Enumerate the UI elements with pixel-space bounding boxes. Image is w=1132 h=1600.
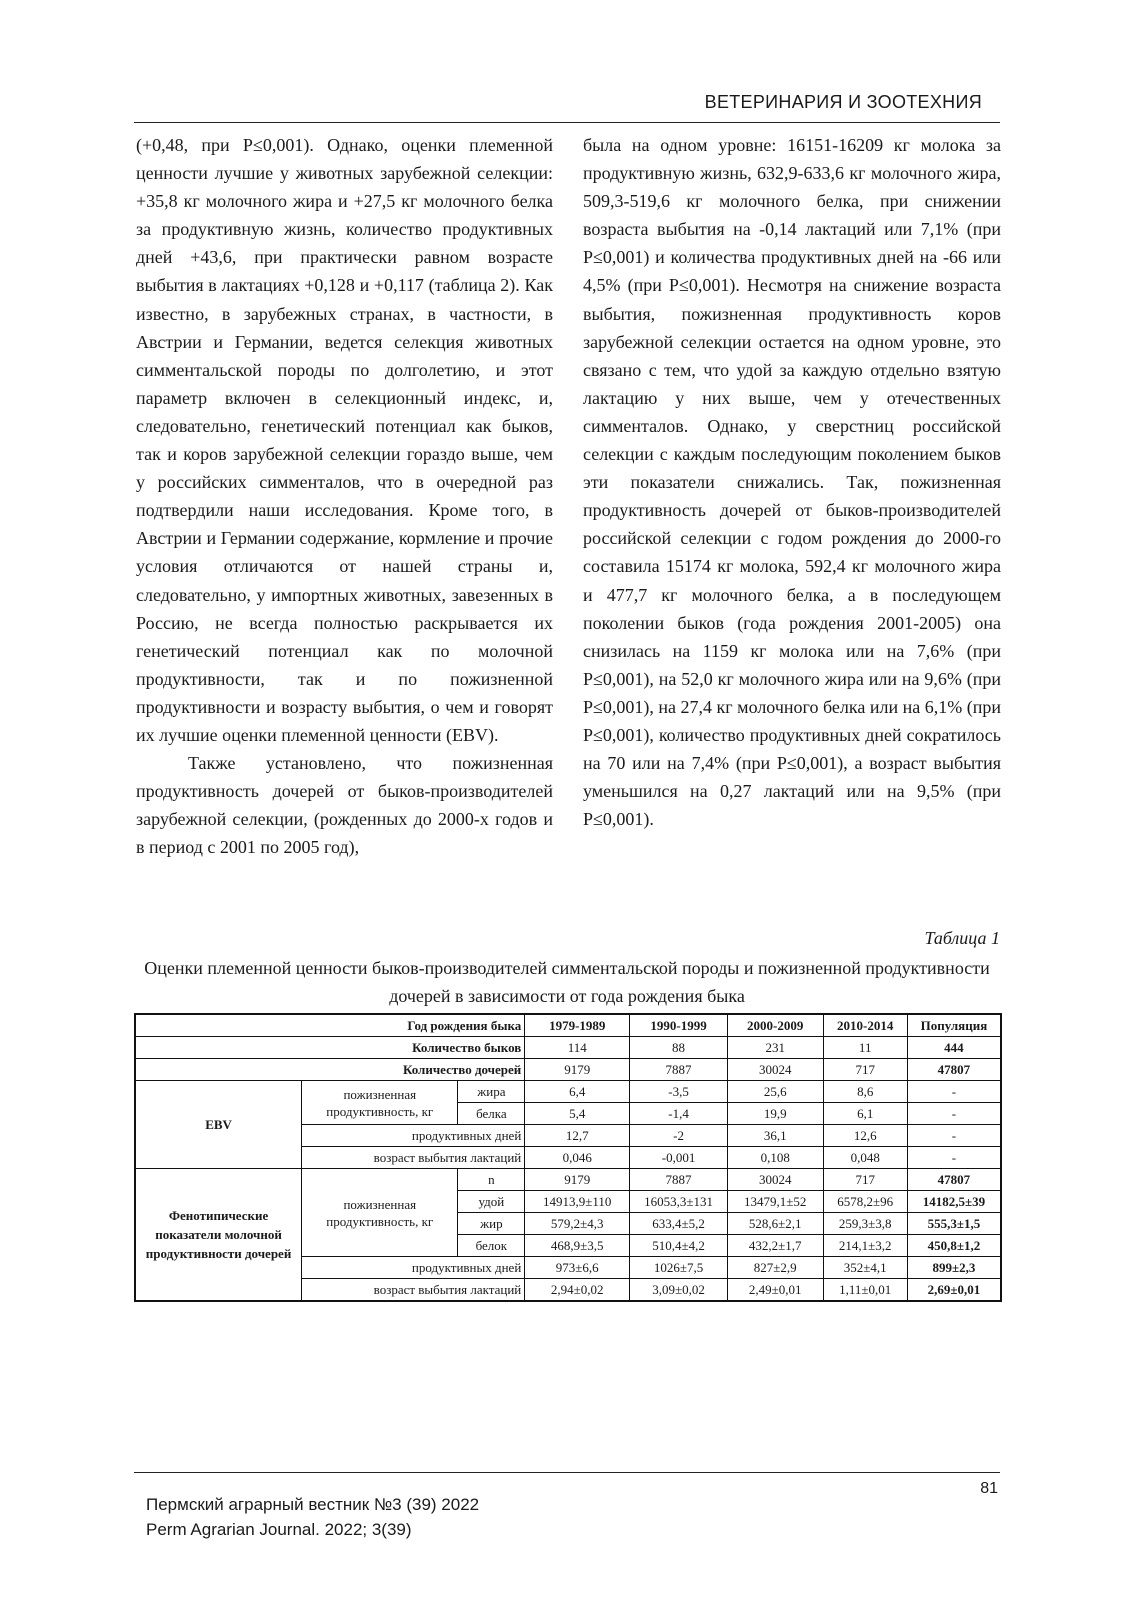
table-cell: 214,1±3,2 bbox=[823, 1235, 907, 1257]
table-cell: 11 bbox=[823, 1037, 907, 1059]
journal-title-ru: Пермский аграрный вестник №3 (39) 2022 bbox=[146, 1495, 480, 1514]
table-cell: 6,4 bbox=[525, 1081, 630, 1103]
table-cell: 6,1 bbox=[823, 1103, 907, 1125]
table-cell: возраст выбытия лактаций bbox=[302, 1279, 525, 1302]
table-cell: 14913,9±110 bbox=[525, 1191, 630, 1213]
table-cell: 717 bbox=[823, 1059, 907, 1081]
table-cell: 0,048 bbox=[823, 1147, 907, 1169]
table-cell: 1026±7,5 bbox=[630, 1257, 728, 1279]
table-cell: 30024 bbox=[727, 1059, 823, 1081]
table-cell: 16053,3±131 bbox=[630, 1191, 728, 1213]
table-cell: 259,3±3,8 bbox=[823, 1213, 907, 1235]
data-table bbox=[134, 1013, 1002, 1302]
table-cell: 0,046 bbox=[525, 1147, 630, 1169]
table-cell: 9179 bbox=[525, 1059, 630, 1081]
table-cell: продуктивных дней bbox=[302, 1125, 525, 1147]
table-cell: EBV bbox=[135, 1081, 302, 1169]
table-cell: -1,4 bbox=[630, 1103, 728, 1125]
table-cell: 1,11±0,01 bbox=[823, 1279, 907, 1302]
table-cell: 1979-1989 bbox=[525, 1014, 630, 1037]
table-cell: 827±2,9 bbox=[727, 1257, 823, 1279]
table-row bbox=[135, 1037, 1001, 1059]
table-cell: 1990-1999 bbox=[630, 1014, 728, 1037]
table-row bbox=[135, 1081, 1001, 1103]
page-number: 81 bbox=[980, 1480, 998, 1497]
table-cell: 555,3±1,5 bbox=[907, 1213, 1001, 1235]
table-cell: 9179 bbox=[525, 1169, 630, 1191]
table-cell: 25,6 bbox=[727, 1081, 823, 1103]
journal-title-en: Perm Agrarian Journal. 2022; 3(39) bbox=[146, 1520, 412, 1539]
table-cell: 88 bbox=[630, 1037, 728, 1059]
table-label: Таблица 1 bbox=[924, 928, 1000, 948]
table-cell: жира bbox=[458, 1081, 525, 1103]
table-cell: белок bbox=[458, 1235, 525, 1257]
table-cell: -2 bbox=[630, 1125, 728, 1147]
table-cell: Количество дочерей bbox=[135, 1059, 525, 1081]
table-cell: 973±6,6 bbox=[525, 1257, 630, 1279]
table-cell: - bbox=[907, 1147, 1001, 1169]
table-cell: 7887 bbox=[630, 1169, 728, 1191]
table-cell: 114 bbox=[525, 1037, 630, 1059]
right-column bbox=[583, 131, 1001, 833]
table-cell: n bbox=[458, 1169, 525, 1191]
table-cell: 2,49±0,01 bbox=[727, 1279, 823, 1302]
table-cell: Количество быков bbox=[135, 1037, 525, 1059]
table-cell: жир bbox=[458, 1213, 525, 1235]
table-cell: 528,6±2,1 bbox=[727, 1213, 823, 1235]
table-cell: 510,4±4,2 bbox=[630, 1235, 728, 1257]
table-cell: пожизненная продуктивность, кг bbox=[302, 1169, 458, 1257]
footer-rule bbox=[134, 1472, 1000, 1473]
table-cell: - bbox=[907, 1125, 1001, 1147]
table-cell: - bbox=[907, 1081, 1001, 1103]
table-cell: 3,09±0,02 bbox=[630, 1279, 728, 1302]
table-cell: 352±4,1 bbox=[823, 1257, 907, 1279]
table-cell: 13479,1±52 bbox=[727, 1191, 823, 1213]
table-cell: 7887 bbox=[630, 1059, 728, 1081]
table-cell: 231 bbox=[727, 1037, 823, 1059]
table-cell: 30024 bbox=[727, 1169, 823, 1191]
table-cell: 0,108 bbox=[727, 1147, 823, 1169]
table-cell: 633,4±5,2 bbox=[630, 1213, 728, 1235]
table-cell: -0,001 bbox=[630, 1147, 728, 1169]
table-cell: 2,94±0,02 bbox=[525, 1279, 630, 1302]
table-cell: 5,4 bbox=[525, 1103, 630, 1125]
table-cell: 14182,5±39 bbox=[907, 1191, 1001, 1213]
paragraph: была на одном уровне: 16151-16209 кг молока за продуктивную жизнь, 632,9-633,6 кг молочного жира, 509,3-519,6 кг молочного белка, при снижении возраста выбытия на -0,14 лактаций или 7,1% (при Р≤0,001) и количества продуктивных дней на -66 или 4,5% (при Р≤0,001). Несмотря на снижение возраста выбытия, пожизненная продуктивность коров зарубежной селекции остается на одном уровне, это связано с тем, что удой за каждую отдельно взятую лактацию у них выше, чем у отечественных симменталов. Однако, у сверстниц российской селекции с каждым последующим поколением быков эти показатели снижались. Так, пожизненная продуктивность дочерей от быков-производителей российской селекции с годом рождения до 2000-го составила 15174 кг молока, 592,4 кг молочного жира и 477,7 кг молочного белка, а в последующем поколении быков (года рождения 2001-2005) она снизилась на 1159 кг молока или на 7,6% (при Р≤0,001), на 52,0 кг молочного жира или на 9,6% (при Р≤0,001), на 27,4 кг молочного белка или на 6,1% (при Р≤0,001), количество продуктивных дней сократилось на 70 или на 7,4% (при Р≤0,001), а возраст выбытия уменьшился на 0,27 лактаций или на 9,5% (при Р≤0,001). bbox=[583, 135, 1001, 830]
table-cell: продуктивных дней bbox=[302, 1257, 525, 1279]
table-cell: 2,69±0,01 bbox=[907, 1279, 1001, 1302]
table-row bbox=[135, 1014, 1001, 1037]
table-cell: удой bbox=[458, 1191, 525, 1213]
table-cell: 47807 bbox=[907, 1059, 1001, 1081]
paragraph: (+0,48, при Р≤0,001). Однако, оценки племенной ценности лучшие у животных зарубежной селекции: +35,8 кг молочного жира и +27,5 кг молочного белка за продуктивную жизнь, количество продуктивных дней +43,6, при практически равном возрасте выбытия в лактациях +0,128 и +0,117 (таблица 2). Как известно, в зарубежных странах, в частности, в Австрии и Германии, ведется селекция животных симментальской породы по долголетию, и этот параметр включен в селекционный индекс, и, следовательно, генетический потенциал как быков, так и коров зарубежной селекции гораздо выше, чем у российских симменталов, что в очередной раз подтвердили наши исследования. Кроме того, в Австрии и Германии содержание, кормление и прочие условия отличаются от нашей страны и, следовательно, у импортных животных, завезенных в Россию, не всегда полностью раскрывается их генетический потенциал как по молочной продуктивности, так и по пожизненной продуктивности и возрасту выбытия, о чем и говорят их лучшие оценки племенной ценности (EBV). bbox=[136, 135, 553, 745]
table-cell: -3,5 bbox=[630, 1081, 728, 1103]
table-row bbox=[135, 1059, 1001, 1081]
table-cell: 19,9 bbox=[727, 1103, 823, 1125]
table-cell: 12,6 bbox=[823, 1125, 907, 1147]
left-column bbox=[136, 131, 553, 861]
table-cell: 12,7 bbox=[525, 1125, 630, 1147]
table-cell: 36,1 bbox=[727, 1125, 823, 1147]
table-cell: 2000-2009 bbox=[727, 1014, 823, 1037]
table-cell: Популяция bbox=[907, 1014, 1001, 1037]
table-cell: белка bbox=[458, 1103, 525, 1125]
paragraph: Также установлено, что пожизненная продуктивность дочерей от быков-производителей зарубежной селекции, (рожденных до 2000-х годов и в период с 2001 по 2005 год), bbox=[136, 753, 553, 858]
table-cell: 717 bbox=[823, 1169, 907, 1191]
table-cell: Фенотипические показатели молочной продуктивности дочерей bbox=[135, 1169, 302, 1302]
table-cell: 450,8±1,2 bbox=[907, 1235, 1001, 1257]
table-cell: 6578,2±96 bbox=[823, 1191, 907, 1213]
header-rule bbox=[134, 122, 1000, 123]
table-cell: 8,6 bbox=[823, 1081, 907, 1103]
table-cell: 444 bbox=[907, 1037, 1001, 1059]
table-caption: Оценки племенной ценности быков-производителей симментальской породы и пожизненной продуктивности дочерей в зависимости от года рождения быка bbox=[144, 958, 990, 1006]
table-cell: - bbox=[907, 1103, 1001, 1125]
table-cell: 468,9±3,5 bbox=[525, 1235, 630, 1257]
running-header: ВЕТЕРИНАРИЯ И ЗООТЕХНИЯ bbox=[704, 92, 982, 112]
table-cell: возраст выбытия лактаций bbox=[302, 1147, 525, 1169]
table-cell: 47807 bbox=[907, 1169, 1001, 1191]
table-cell: пожизненная продуктивность, кг bbox=[302, 1081, 458, 1125]
table-cell: 432,2±1,7 bbox=[727, 1235, 823, 1257]
table-cell: 2010-2014 bbox=[823, 1014, 907, 1037]
table-row bbox=[135, 1169, 1001, 1191]
table-cell: Год рождения быка bbox=[135, 1014, 525, 1037]
table-cell: 899±2,3 bbox=[907, 1257, 1001, 1279]
table-cell: 579,2±4,3 bbox=[525, 1213, 630, 1235]
